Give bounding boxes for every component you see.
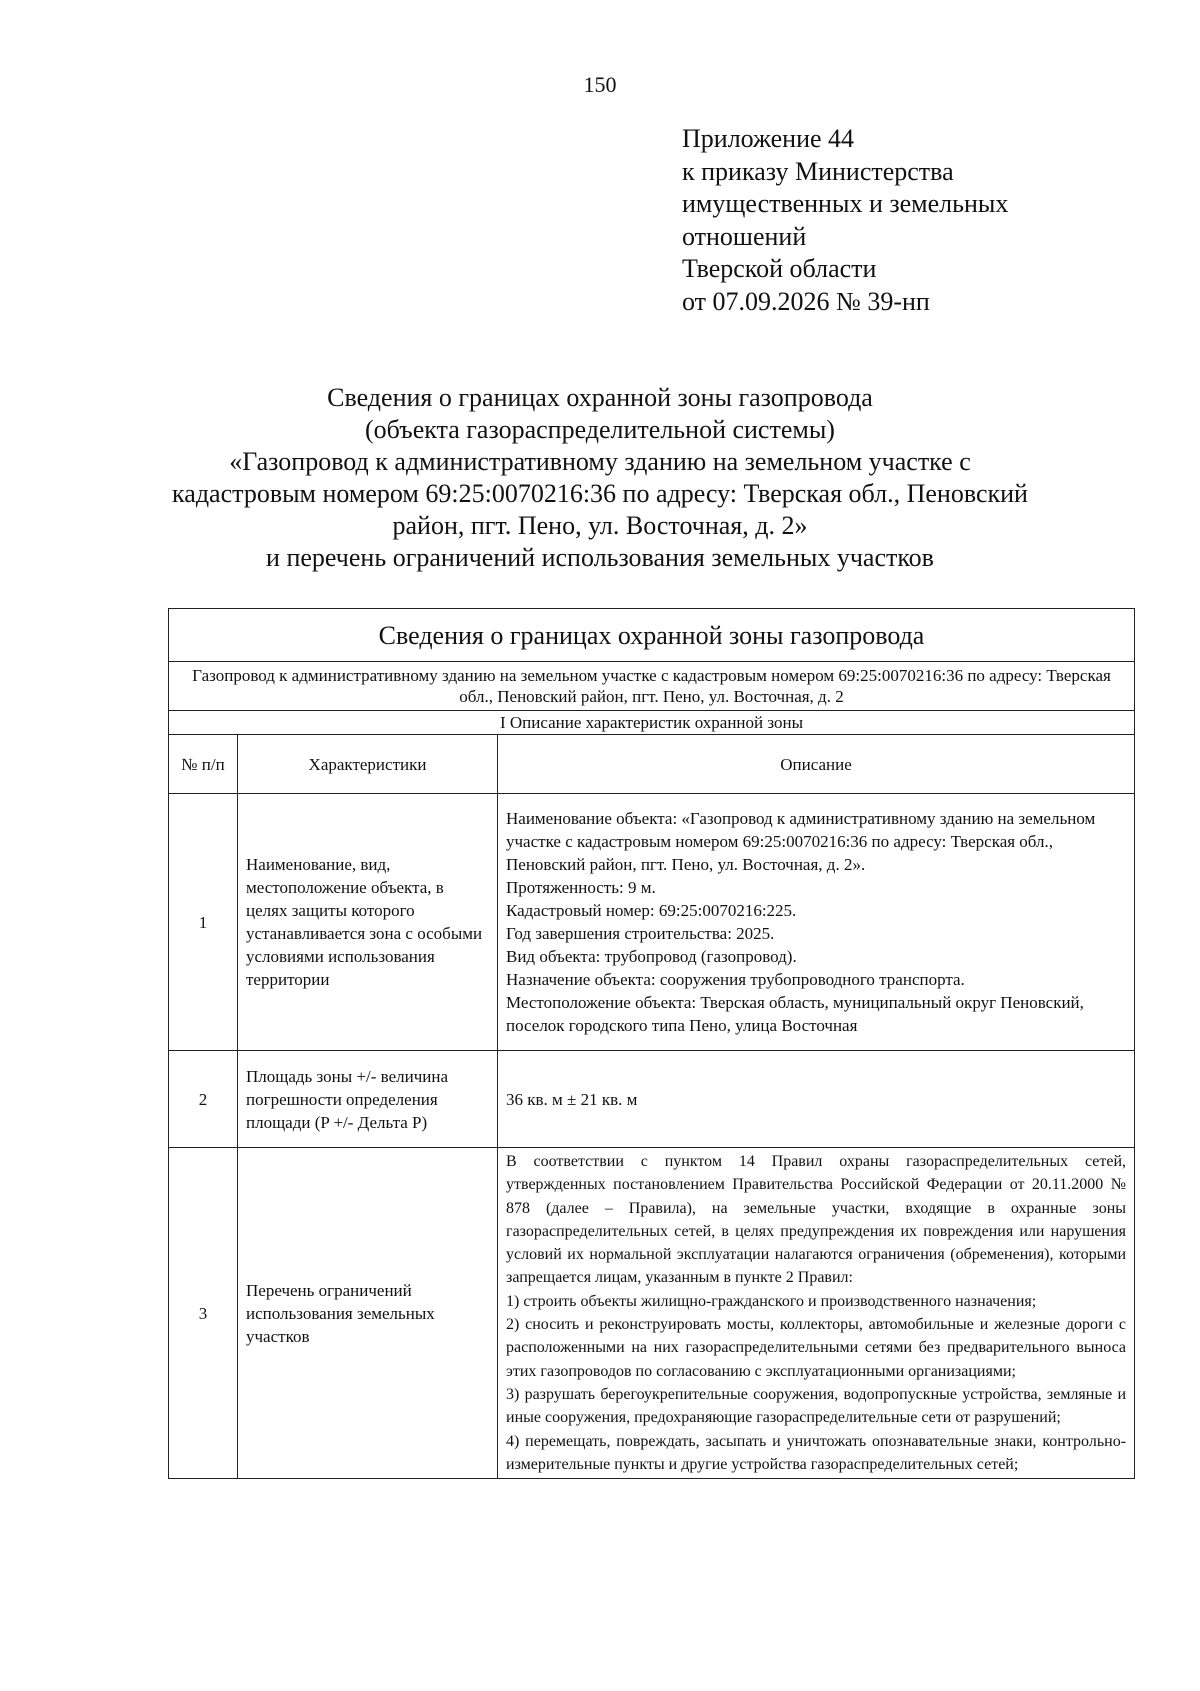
- row-description: [498, 1051, 1135, 1148]
- description-line: 2) сносить и реконструировать мосты, коллекторы, автомобильные и железные дороги с расположенными на них газораспределительными сетями без предварительного выноса этих газопроводов по согласованию с эксплуатационными организациями;: [506, 1316, 1127, 1380]
- column-header-characteristic: Характеристики: [238, 735, 498, 794]
- appendix-line: имущественных и земельных: [682, 189, 1009, 218]
- appendix-line: от 07.09.2026 № 39-нп: [682, 286, 930, 316]
- column-header-num: № п/п: [169, 735, 238, 794]
- title-line: «Газопровод к административному зданию на земельном участке с: [229, 447, 971, 476]
- title-line: и перечень ограничений использования земельных участков: [266, 543, 934, 572]
- description-line: Год завершения строительства: 2025.: [506, 924, 775, 943]
- title-line: кадастровым номером 69:25:0070216:36 по адресу: Тверская обл., Пеновский: [172, 479, 1028, 508]
- page-number: 150: [583, 72, 617, 97]
- appendix-line: отношений: [682, 221, 807, 251]
- row-number: 3: [169, 1148, 238, 1479]
- appendix-line: к приказу Министерства: [682, 156, 954, 186]
- description-line: Наименование объекта: «Газопровод к административному зданию на земельном участке с кадастровым номером 69:25:0070216:36 по адресу: Тверская обл., Пеновский район, пгт. Пено, ул. Восточная, д. 2».: [506, 809, 1096, 874]
- object-name: Газопровод к административному зданию на земельном участке с кадастровым номером 69:25:0070216:36 по адресу: Тверская обл., Пеновский район, пгт. Пено, ул. Восточная, д. 2: [169, 662, 1135, 711]
- row-number: 2: [169, 1051, 238, 1148]
- title-line: (объекта газораспределительной системы): [365, 415, 835, 444]
- title-line: район, пгт. Пено, ул. Восточная, д. 2»: [392, 511, 808, 540]
- section-row: [169, 711, 1135, 735]
- section-title: I Описание характеристик охранной зоны: [169, 711, 1135, 735]
- description-line: 3) разрушать берегоукрепительные сооружения, водопропускные устройства, земляные и иные сооружения, предохраняющие газораспределительные сети от разрушений;: [506, 1385, 1127, 1427]
- description-line: 1) строить объекты жилищно-гражданского и производственного назначения;: [506, 1292, 1037, 1310]
- row-characteristic: Перечень ограничений использования земельных участков: [238, 1148, 498, 1479]
- table-header-row: [169, 609, 1135, 662]
- document-title: [150, 382, 1050, 574]
- row-number: 1: [169, 794, 238, 1051]
- description-line: Протяженность: 9 м.: [506, 878, 656, 897]
- description-line: 36 кв. м ± 21 кв. м: [506, 1089, 638, 1109]
- appendix-line: Тверской области: [682, 254, 877, 283]
- table-header: Сведения о границах охранной зоны газопровода: [169, 609, 1135, 662]
- row-description: [498, 794, 1135, 1051]
- object-name-row: [169, 662, 1135, 711]
- column-header-description: Описание: [498, 735, 1135, 794]
- description-line: Кадастровый номер: 69:25:0070216:225.: [506, 901, 797, 920]
- description-line: Вид объекта: трубопровод (газопровод).: [506, 947, 797, 966]
- table-row: [169, 794, 1135, 1051]
- column-header-row: [169, 735, 1135, 794]
- description-line: 4) перемещать, повреждать, засыпать и уничтожать опознавательные знаки, контрольно-измерительные пункты и другие устройства газораспределительных сетей;: [506, 1432, 1127, 1473]
- table-row: [169, 1148, 1135, 1479]
- row-characteristic: Площадь зоны +/- величина погрешности определения площади (P +/- Дельта P): [238, 1051, 498, 1148]
- zone-info-table: [168, 608, 1135, 1479]
- appendix-line: Приложение 44: [682, 124, 855, 153]
- table-row: [169, 1051, 1135, 1148]
- description-line: Местоположение объекта: Тверская область, муниципальный округ Пеновский, поселок городского типа Пено, улица Восточная: [506, 993, 1084, 1035]
- row-description: [498, 1148, 1135, 1479]
- title-line: Сведения о границах охранной зоны газопровода: [327, 383, 873, 412]
- description-line: В соответствии с пунктом 14 Правил охраны газораспределительных сетей, утвержденных постановлением Правительства Российской Федерации от 20.11.2000 № 878 (далее – Правила), на земельные участки, входящие в охранные зоны газораспределительных сетей, в целях предупреждения их повреждения или нарушения условий их нормальной эксплуатации налагаются ограничения (обременения), которыми запрещается лицам, указанным в пункте 2 Правил:: [506, 1153, 1127, 1287]
- row-characteristic: Наименование, вид, местоположение объекта, в целях защиты которого устанавливается зона с особыми условиями использования территории: [238, 794, 498, 1051]
- appendix-block: [682, 123, 1008, 318]
- description-line: Назначение объекта: сооружения трубопроводного транспорта.: [506, 970, 965, 989]
